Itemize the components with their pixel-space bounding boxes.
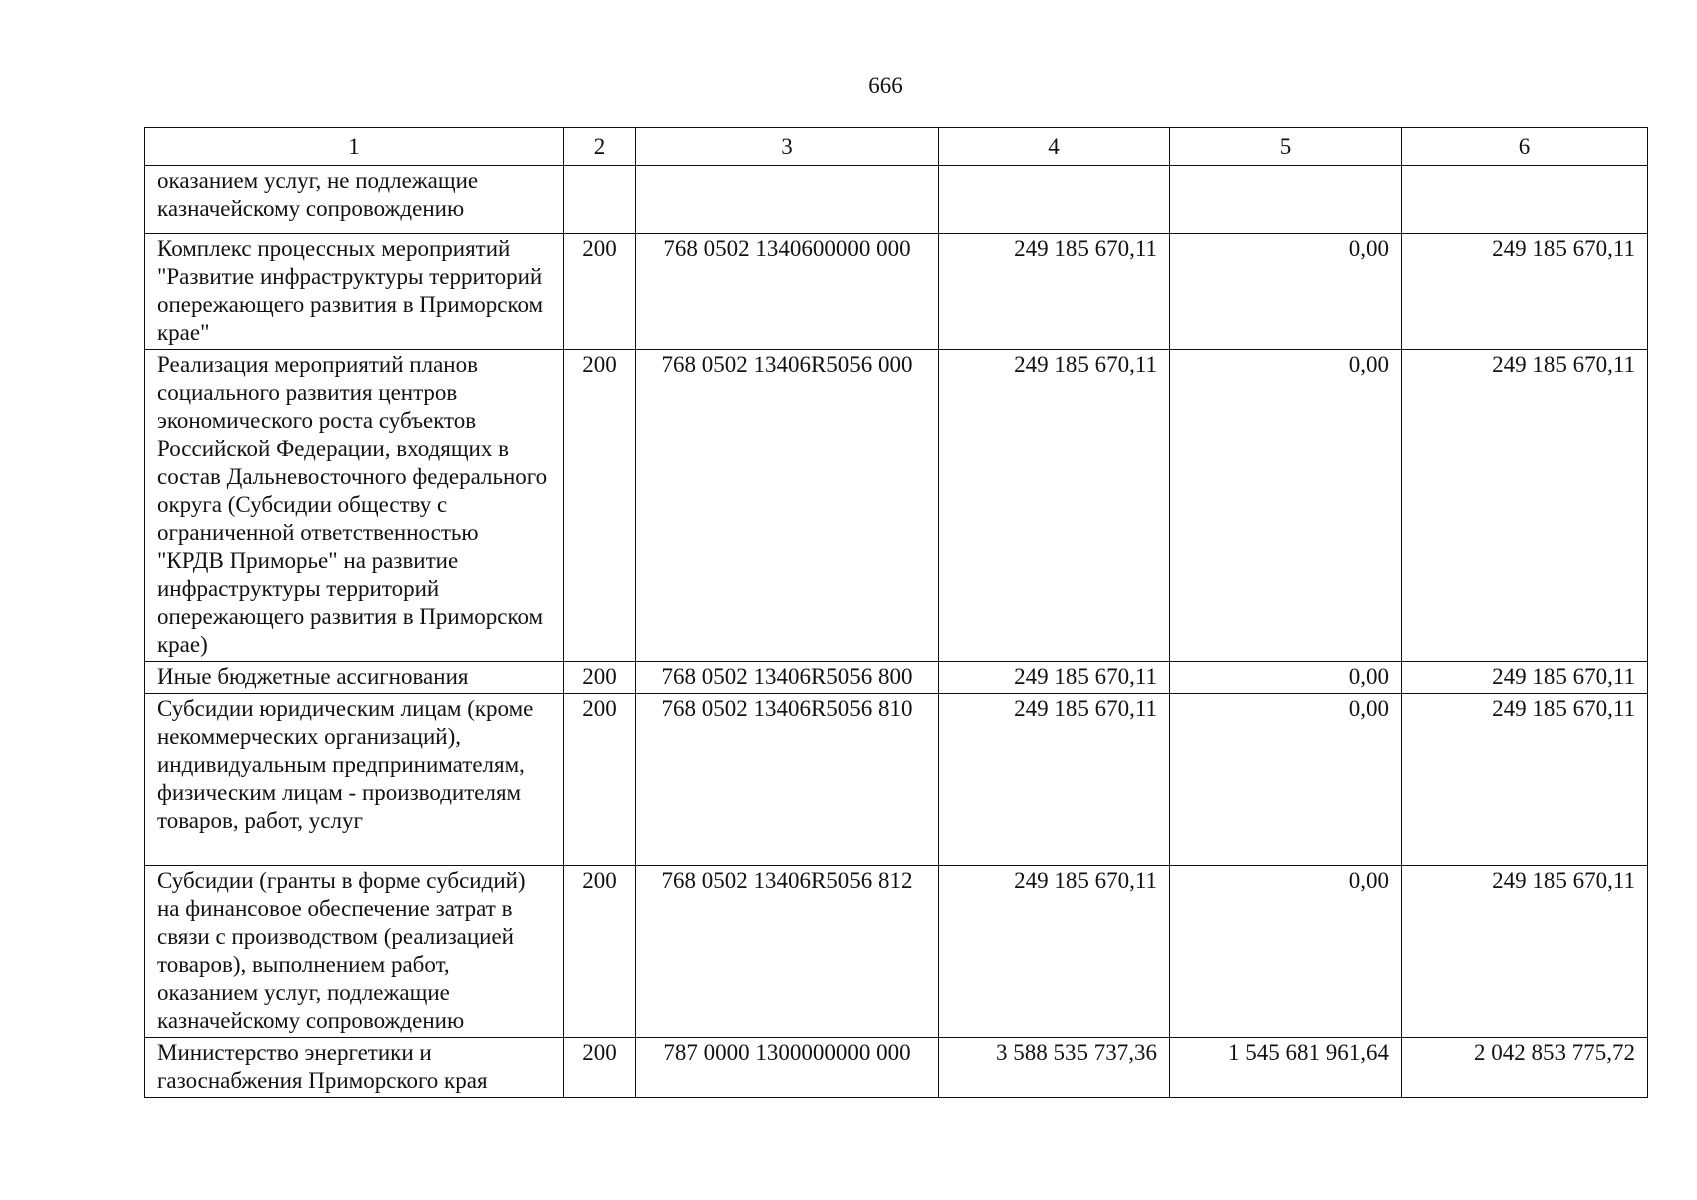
column-header-5: 5	[1170, 128, 1402, 166]
row-name: Министерство энергетики и газоснабжения Приморского края	[145, 1038, 564, 1098]
row-grbs: 200	[564, 662, 636, 694]
row-value-4: 249 185 670,11	[939, 866, 1170, 1038]
row-value-6	[1402, 166, 1648, 234]
row-value-6: 249 185 670,11	[1402, 350, 1648, 662]
row-grbs: 200	[564, 866, 636, 1038]
row-value-4: 249 185 670,11	[939, 234, 1170, 350]
row-value-4	[939, 166, 1170, 234]
column-header-2: 2	[564, 128, 636, 166]
row-value-6: 249 185 670,11	[1402, 234, 1648, 350]
row-code: 768 0502 13406R5056 810	[636, 694, 939, 866]
table-row	[145, 350, 1648, 662]
table-row	[145, 866, 1648, 1038]
row-value-5	[1170, 166, 1402, 234]
row-value-6: 2 042 853 775,72	[1402, 1038, 1648, 1098]
table-row	[145, 234, 1648, 350]
column-header-1: 1	[145, 128, 564, 166]
page-number: 666	[868, 73, 903, 98]
column-header-3: 3	[636, 128, 939, 166]
row-name: Комплекс процессных мероприятий "Развитие инфраструктуры территорий опережающего развития в Приморском крае"	[145, 234, 564, 350]
row-code	[636, 166, 939, 234]
table-row	[145, 662, 1648, 694]
row-value-5: 0,00	[1170, 350, 1402, 662]
table-row	[145, 166, 1648, 234]
budget-table	[144, 127, 1648, 1098]
row-value-4: 249 185 670,11	[939, 350, 1170, 662]
row-grbs: 200	[564, 1038, 636, 1098]
row-name: Субсидии юридическим лицам (кроме некоммерческих организаций), индивидуальным предпринимателям, физическим лицам - производителям товаров, работ, услуг	[145, 694, 564, 866]
row-value-5: 1 545 681 961,64	[1170, 1038, 1402, 1098]
row-value-4: 249 185 670,11	[939, 662, 1170, 694]
row-code: 768 0502 1340600000 000	[636, 234, 939, 350]
row-code: 787 0000 1300000000 000	[636, 1038, 939, 1098]
row-value-4: 3 588 535 737,36	[939, 1038, 1170, 1098]
row-grbs: 200	[564, 694, 636, 866]
table-row	[145, 1038, 1648, 1098]
row-code: 768 0502 13406R5056 800	[636, 662, 939, 694]
row-grbs: 200	[564, 234, 636, 350]
row-code: 768 0502 13406R5056 000	[636, 350, 939, 662]
row-grbs	[564, 166, 636, 234]
row-value-6: 249 185 670,11	[1402, 866, 1648, 1038]
table-header-row	[145, 128, 1648, 166]
row-grbs: 200	[564, 350, 636, 662]
row-value-5: 0,00	[1170, 694, 1402, 866]
row-name: Иные бюджетные ассигнования	[145, 662, 564, 694]
row-value-5: 0,00	[1170, 662, 1402, 694]
row-code: 768 0502 13406R5056 812	[636, 866, 939, 1038]
row-value-5: 0,00	[1170, 866, 1402, 1038]
row-value-5: 0,00	[1170, 234, 1402, 350]
table-row	[145, 694, 1648, 866]
row-name: Субсидии (гранты в форме субсидий) на финансовое обеспечение затрат в связи с производством (реализацией товаров), выполнением работ, оказанием услуг, подлежащие казначейскому сопровождению	[145, 866, 564, 1038]
row-name: оказанием услуг, не подлежащие казначейскому сопровождению	[145, 166, 564, 234]
row-value-6: 249 185 670,11	[1402, 694, 1648, 866]
row-value-6: 249 185 670,11	[1402, 662, 1648, 694]
row-name: Реализация мероприятий планов социального развития центров экономического роста субъектов Российской Федерации, входящих в состав Дальневосточного федерального округа (Субсидии обществу с ограниченной ответственностью "КРДВ Приморье" на развитие инфраструктуры территорий опережающего развития в Приморском крае)	[145, 350, 564, 662]
column-header-6: 6	[1402, 128, 1648, 166]
column-header-4: 4	[939, 128, 1170, 166]
row-value-4: 249 185 670,11	[939, 694, 1170, 866]
